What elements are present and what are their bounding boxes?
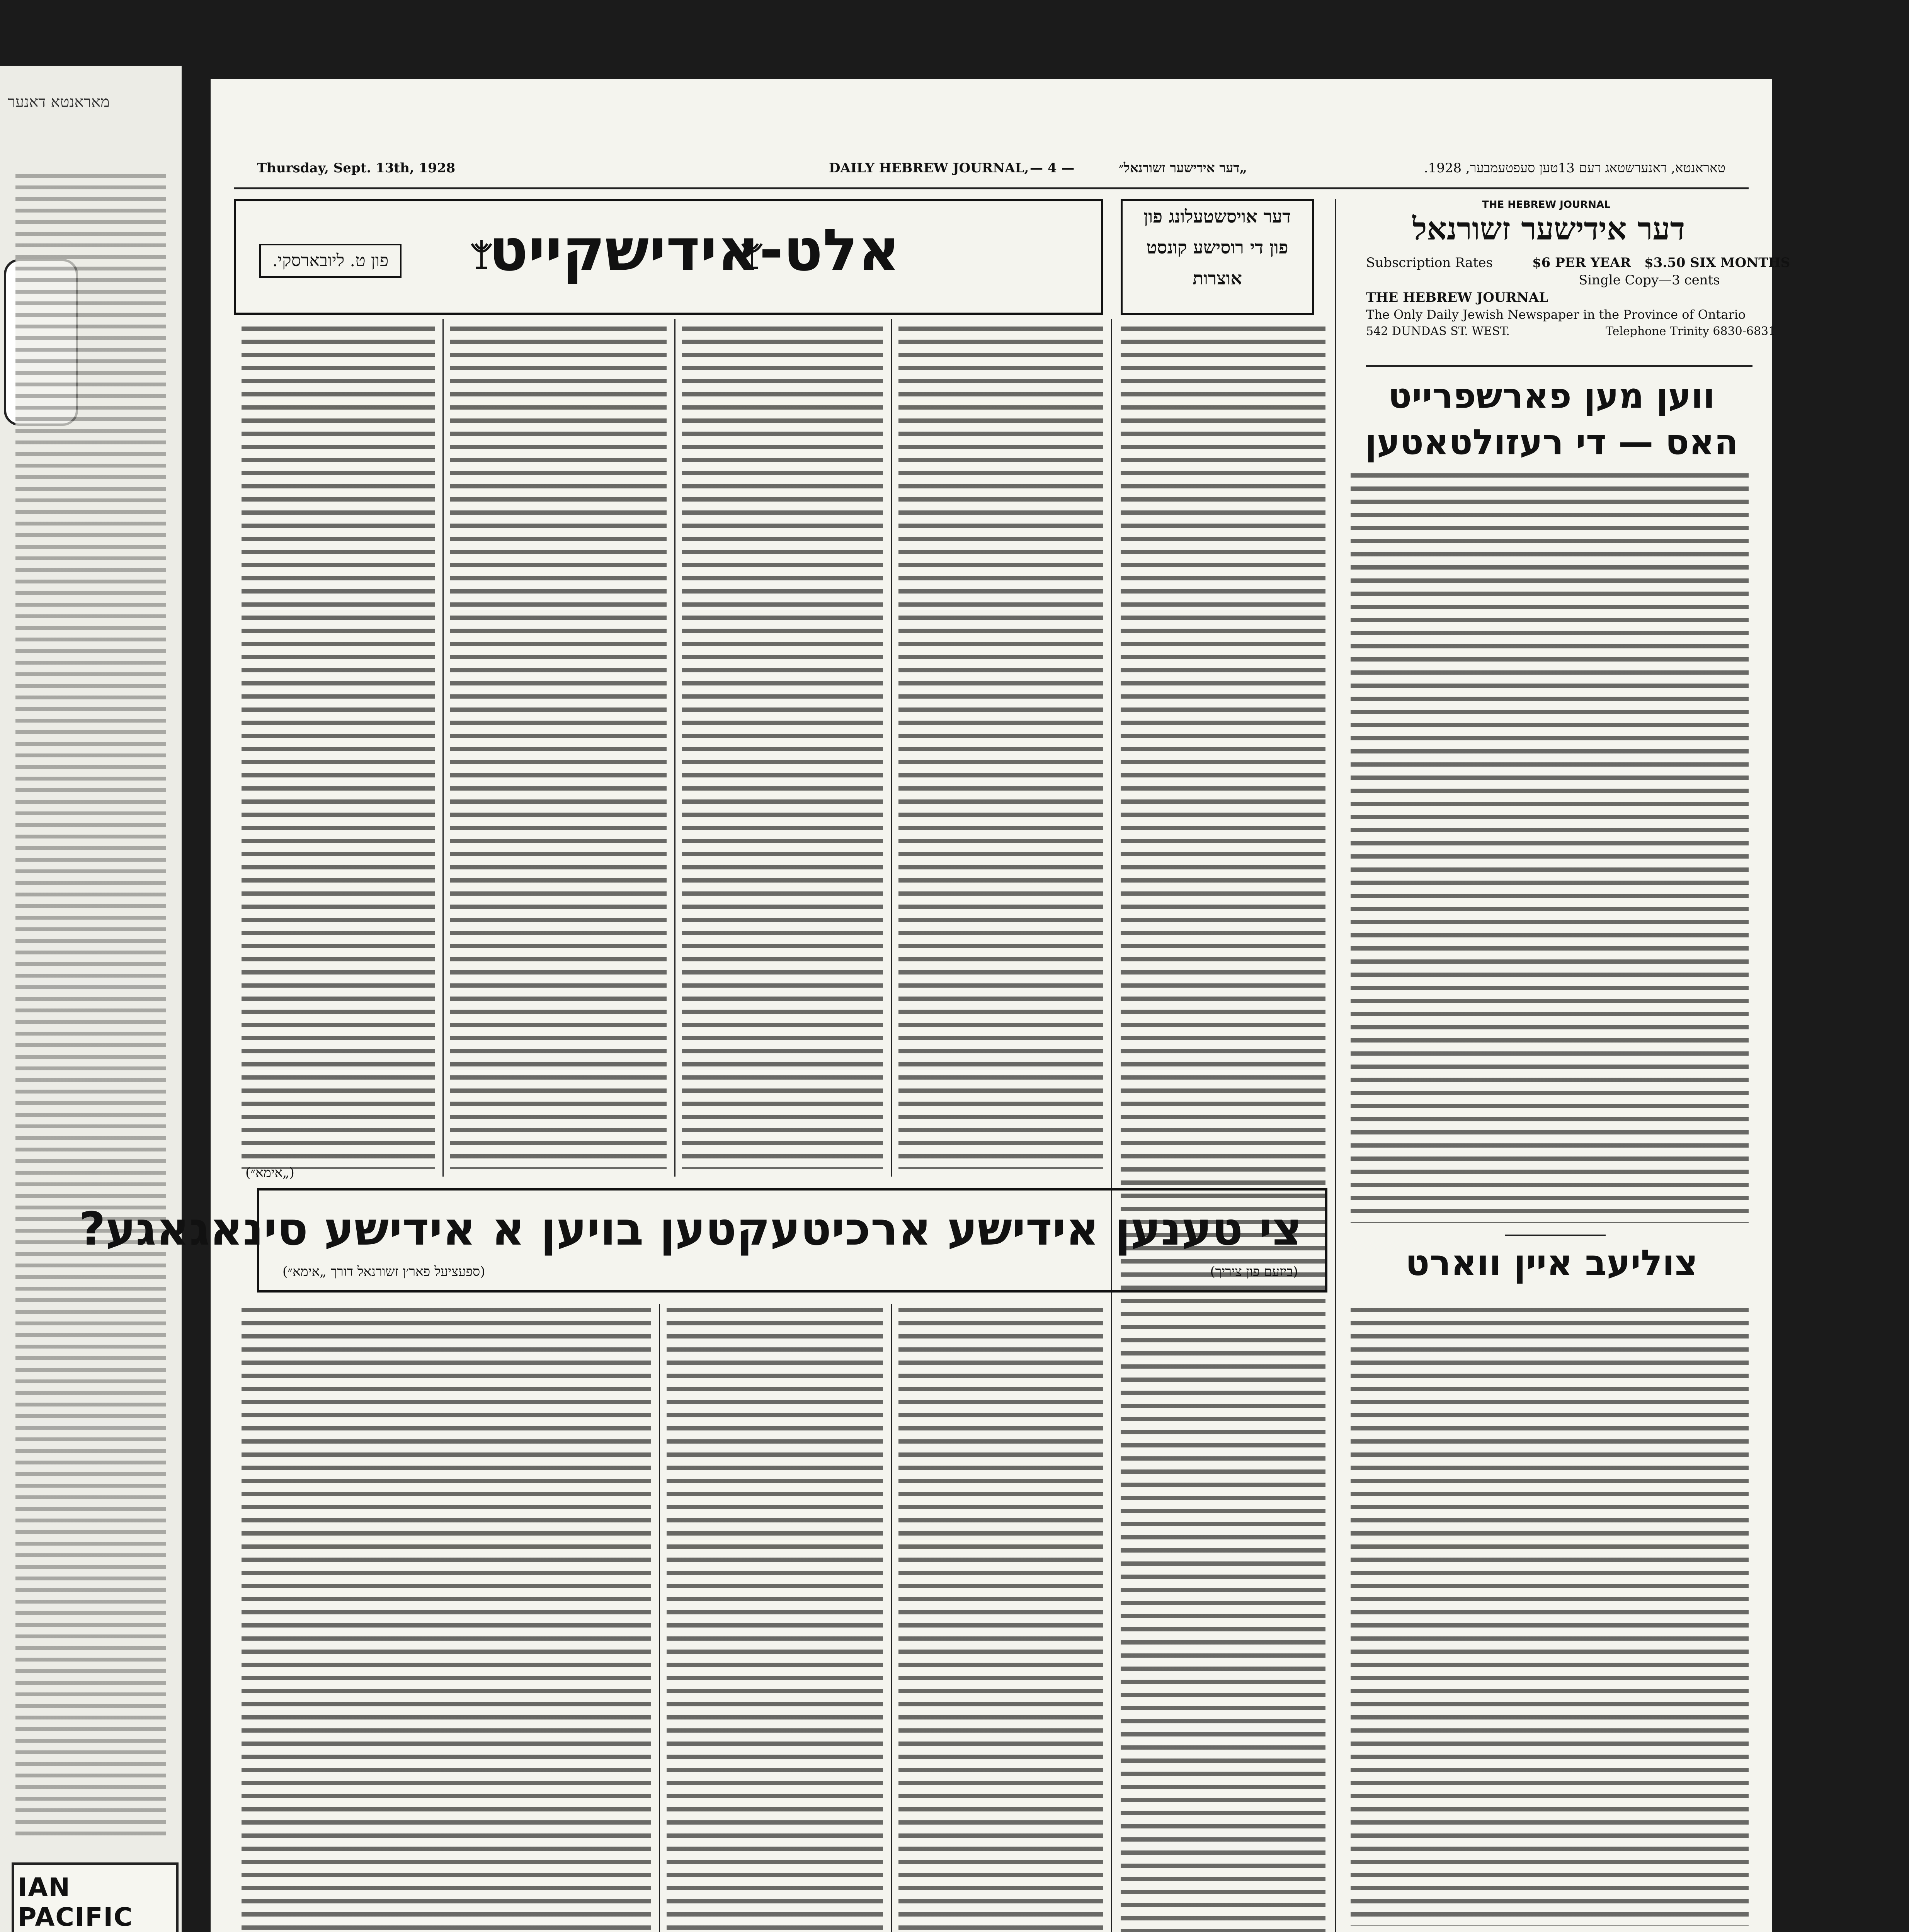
column-rule [891, 319, 892, 1177]
folio-page-number: — 4 — [1030, 160, 1075, 176]
subscription-single-copy: Single Copy—3 cents [1579, 272, 1720, 288]
column-rule [891, 1304, 892, 1932]
column-signoff: („אימא״) [245, 1165, 294, 1180]
adjacent-page-strip [0, 66, 182, 1932]
journal-hebrew-title: דער אידישער זשורנאל [1412, 211, 1685, 247]
subscription-rule [1366, 365, 1752, 367]
menorah-ornament-icon [468, 236, 495, 271]
folio-paper-name: DAILY HEBREW JOURNAL, [829, 160, 1029, 176]
folio-hebrew-title: „דער אידישער זשורנאל״ [1119, 160, 1247, 176]
article-column-text [450, 327, 667, 1169]
synagogue-source-left: (ספעציעל פאר׳ן זשורנאל דורך „אימא״) [282, 1264, 485, 1279]
synagogue-source-right: (ביזעם פון ציריך) [1210, 1264, 1298, 1279]
newspaper-page [79, 79, 1790, 1932]
tsuliyev-article-text [1351, 1308, 1749, 1926]
publisher-tagline: The Only Daily Jewish Newspaper in the Province of Ontario [1366, 307, 1746, 322]
adjacent-page-text [15, 174, 166, 1835]
journal-small-title: THE HEBREW JOURNAL [1482, 199, 1611, 211]
folio-rule [234, 187, 1749, 189]
section-rule [1505, 1235, 1606, 1236]
publisher-telephone: Telephone Trinity 6830-6831 [1606, 325, 1776, 338]
publisher-address: 542 DUNDAS ST. WEST. [1366, 325, 1510, 338]
tsuliyev-headline: צוליעב איין ווארט [1405, 1242, 1698, 1284]
synagogue-article-text [898, 1308, 1103, 1932]
folio-hebrew-date: טאראנטא, דאנערשטאג דעם 13טען סעפטעמבער, 1928. [1424, 160, 1725, 176]
synagogue-article-text [242, 1308, 651, 1932]
exhibition-article-text [1121, 327, 1325, 1932]
publisher-name: THE HEBREW JOURNAL [1366, 290, 1548, 305]
column-rule [442, 319, 444, 1177]
synagogue-headline: צי טענען אידישע ארכיטעקטען בויען א אידישע סינאגאגע? [79, 1202, 1302, 1255]
article-column-text [682, 327, 883, 1169]
article-column-text [898, 327, 1103, 1169]
column-title: אלט-אידישקייט [488, 217, 900, 284]
exhibition-header-line: אוצרות [1193, 268, 1242, 289]
column-byline: פון ט. ליובארסקי. [259, 244, 402, 278]
subscription-per-year: $6 PER YEAR [1532, 255, 1631, 270]
adjacent-page-ad [12, 1862, 179, 1932]
main-article-text [1351, 473, 1749, 1223]
subscription-rates-label: Subscription Rates [1366, 255, 1493, 270]
subscription-box [1366, 199, 1790, 361]
column-masthead [234, 199, 1103, 315]
adjacent-ad-title: IAN PACIFIC [18, 1872, 133, 1932]
exhibition-header-line: דער אויסשטעלונג פון [1143, 206, 1291, 227]
exhibition-header-line: פון די רוסישע קונסט [1146, 237, 1288, 258]
adjacent-page-header: מאראנטא דאנער [8, 93, 110, 111]
column-rule [1335, 199, 1336, 1932]
synagogue-headline-box [79, 1188, 1327, 1293]
article-column-text [242, 327, 435, 1169]
column-rule [1111, 319, 1112, 1932]
folio-line [257, 160, 1725, 184]
column-rule [659, 1304, 660, 1932]
column-rule [674, 319, 675, 1177]
exhibition-article-header [1121, 199, 1314, 315]
folio-date: Thursday, Sept. 13th, 1928 [257, 160, 456, 176]
main-headline: ווען מען פארשפרייט האס — די רעזולטאטען [1365, 376, 1739, 463]
synagogue-article-text [667, 1308, 883, 1932]
menorah-ornament-icon [738, 236, 766, 271]
subscription-six-months: $3.50 SIX MONTHS [1644, 255, 1790, 270]
